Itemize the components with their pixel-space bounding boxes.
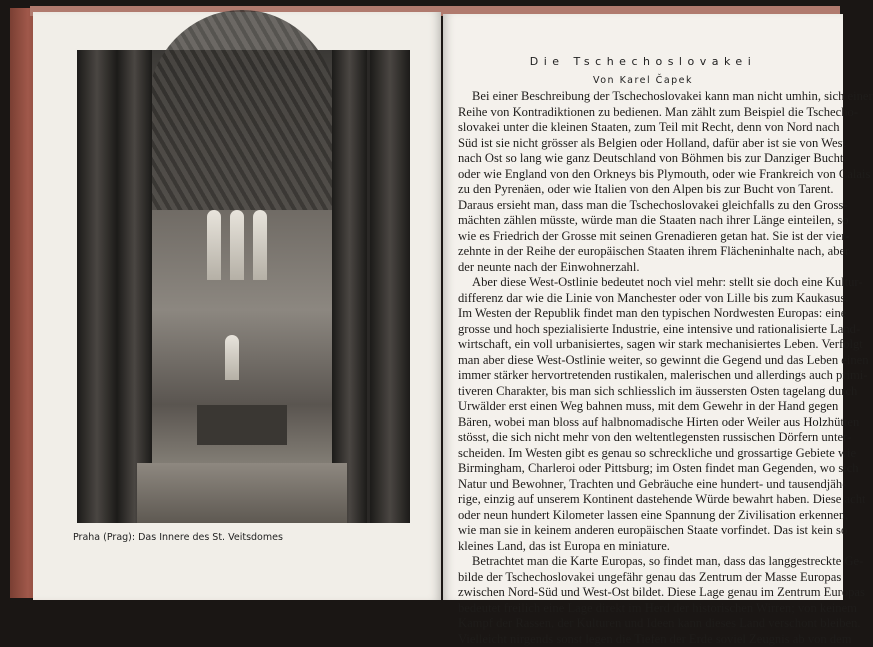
text-line: Bei einer Beschreibung der Tschechoslovakei kann man nicht umhin, sich einer (458, 89, 826, 105)
text-line: zwischen Nord-Süd und West-Ost bildet. Diese Lage genau im Zentrum Europas (458, 585, 826, 601)
paragraph (458, 89, 826, 275)
text-line: Aber diese West-Ostlinie bedeutet noch viel mehr: stellt sie doch eine Kultur- (458, 275, 826, 291)
photo-pillar (370, 50, 410, 523)
text-line: slovakei unter die kleinen Staaten, zum Teil mit Recht, denn von Nord nach (458, 120, 826, 136)
paragraph (458, 554, 826, 647)
photo-window (225, 335, 239, 380)
text-line: oder wie England von den Orkneys bis Plymouth, oder wie Frankreich von Calais (458, 167, 826, 183)
text-line: stösst, die sich nicht mehr von den weltentlegensten russischen Dörfern unter- (458, 430, 826, 446)
article-author: Von Karel Čapek (443, 75, 843, 86)
text-line: man aber diese West-Ostlinie weiter, so gewinnt die Gegend und das Leben einen (458, 353, 826, 369)
text-line: wirtschaft, ein voll urbanisiertes, sagen wir stark mechanisiertes Leben. Verfolgt (458, 337, 826, 353)
text-line: rige, einzig auf unserem Kontinent dastehende Würde bewahrt haben. Diese acht (458, 492, 826, 508)
text-line: Natur und Bewohner, Trachten und Gebräuche eine hundert- und tausendjäh- (458, 477, 826, 493)
text-line: der neunte nach der Einwohnerzahl. (458, 260, 826, 276)
text-line: Bären, wobei man bloss auf halbnomadische Hirten oder Weiler aus Holzhütten (458, 415, 826, 431)
text-line: differenz dar wie die Linie von Manchester oder von Lille bis zum Kaukasus. (458, 291, 826, 307)
text-line: mächten zählen müsste, würde man die Staaten nach ihrer Länge einteilen, so (458, 213, 826, 229)
photo-window (253, 210, 267, 280)
text-line: immer stärker hervortretenden rustikalen, malerischen und allerdings auch primi- (458, 368, 826, 384)
text-line: wie man sie in keinem anderen europäischen Staate vorfindet. Das ist kein so (458, 523, 826, 539)
text-line: nach Ost so lang wie ganz Deutschland von Böhmen bis zur Danziger Bucht, (458, 151, 826, 167)
photo-pillar (77, 50, 117, 523)
text-line: Birmingham, Charleroi oder Pittsburg; im Osten findet man Gegenden, wo sich (458, 461, 826, 477)
paragraph (458, 275, 826, 554)
text-line: Im Westen der Republik findet man den typischen Nordwesten Europas: eine (458, 306, 826, 322)
text-line: Urwälder erst einen Weg bahnen muss, mit dem Gewehr in der Hand gegen (458, 399, 826, 415)
photo-altar (197, 405, 287, 445)
photo-pillar (117, 50, 152, 523)
left-page (33, 12, 441, 600)
text-line: kleines Land, das ist Europa en miniature. (458, 539, 826, 555)
photo-pillar (332, 50, 367, 523)
text-line: zu den Pyrenäen, oder wie Italien von den Alpen bis zur Bucht von Tarent. (458, 182, 826, 198)
text-line: bedeutet freilich eine Lage direkt im Herd der historischen Wirren; von keinem (458, 601, 826, 617)
text-line: Süd ist sie nicht grösser als Belgien oder Holland, dafür aber ist sie von West (458, 136, 826, 152)
right-page (443, 14, 843, 600)
text-line: tiveren Charakter, bis man sich schliesslich im äussersten Osten tagelang durch (458, 384, 826, 400)
photo-vault (147, 10, 337, 210)
text-line: Reihe von Kontradiktionen zu bedienen. Man zählt zum Beispiel die Tschecho- (458, 105, 826, 121)
photo-window (230, 210, 244, 280)
text-line: oder neun hundert Kilometer lassen eine Spannung der Zivilisation erkennen, (458, 508, 826, 524)
photo-window (207, 210, 221, 280)
article-body (458, 89, 826, 647)
text-line: Daraus ersieht man, dass man die Tschechoslovakei gleichfalls zu den Gross- (458, 198, 826, 214)
text-line: bilde der Tschechoslovakei ungefähr genau das Zentrum der Masse Europas (458, 570, 826, 586)
text-line: Kampf der Rassen, der Kulturen und Ideen kann dieses Land verschont bleiben. (458, 616, 826, 632)
article-title: Die Tschechoslovakei (443, 55, 843, 68)
photo-caption: Praha (Prag): Das Innere des St. Veitsdomes (73, 532, 283, 543)
text-line: Betrachtet man die Karte Europas, so findet man, dass das langgestreckte Ge- (458, 554, 826, 570)
photo-floor (137, 463, 347, 523)
text-line: zehnte in der Reihe der europäischen Staaten ihrem Flächeninhalte nach, aber (458, 244, 826, 260)
text-line: grosse und hoch spezialisierte Industrie, eine intensive und rationalisierte Land- (458, 322, 826, 338)
text-line: Vielleicht nirgends sonst legen die Tiefen der Erde soviel Zeugnis ab von dem (458, 632, 826, 647)
cathedral-photo (77, 50, 410, 523)
text-line: scheiden. Im Westen gibt es genau so schreckliche und grossartige Gebiete wie (458, 446, 826, 462)
text-line: wie es Friedrich der Grosse mit seinen Grenadieren getan hat. Sie ist der vier- (458, 229, 826, 245)
